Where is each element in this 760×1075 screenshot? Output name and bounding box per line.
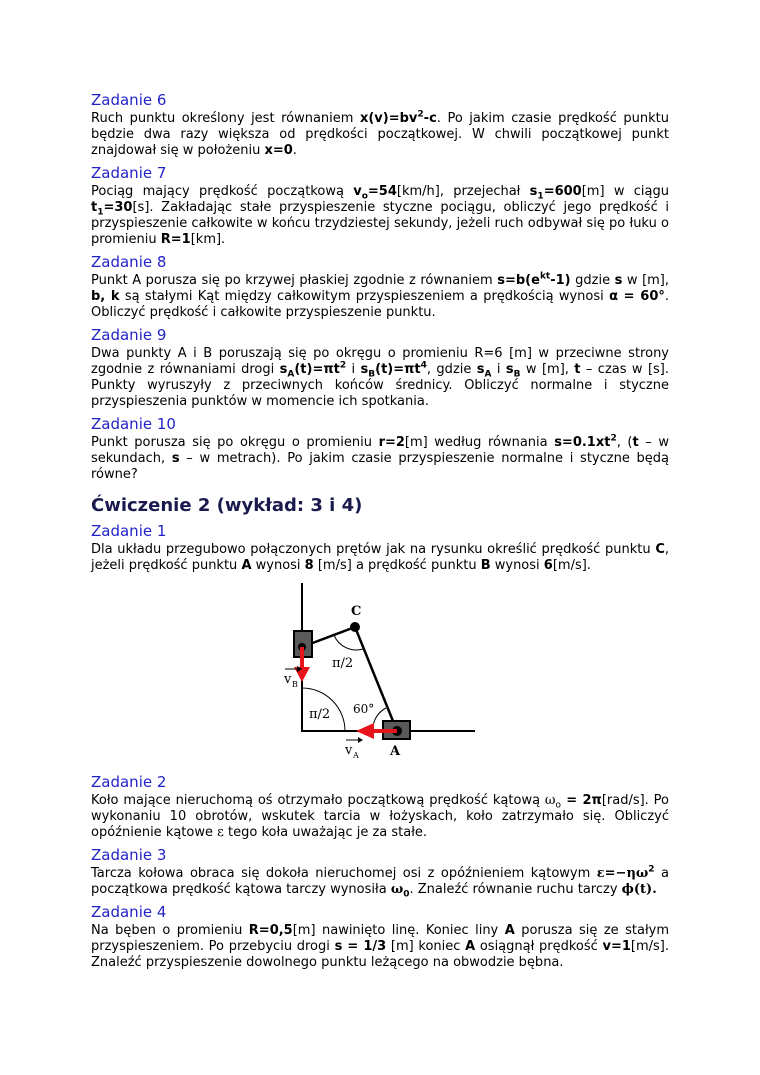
- text-run: =54: [367, 184, 397, 199]
- linkage-figure: [91, 578, 669, 768]
- problem-text: [91, 184, 669, 248]
- problem-10: [91, 415, 669, 483]
- problem-title: Zadanie 3: [91, 846, 167, 864]
- text-run: s: [476, 362, 485, 377]
- text-run: Dla układu przegubowo połączonych prętów jak na rysunku określić prędkość punktu: [91, 542, 656, 557]
- problem-b2: [91, 773, 669, 841]
- problem-6: [91, 91, 669, 159]
- text-run: i: [491, 362, 506, 377]
- text-run: A: [287, 369, 295, 380]
- text-run: 2: [610, 433, 617, 444]
- text-run: 8: [304, 558, 314, 573]
- text-run: ω: [544, 793, 556, 808]
- problem-text: [91, 435, 669, 483]
- text-run: α = 60°: [609, 289, 665, 304]
- text-run: t: [574, 362, 581, 377]
- text-run: Tarcza kołowa obraca się dokoła nieruchomej osi z opóźnieniem kątowym: [91, 866, 597, 881]
- text-run: 4: [420, 360, 427, 371]
- label-c: C: [351, 604, 362, 619]
- label-a: A: [390, 744, 401, 759]
- text-run: r=2: [378, 435, 405, 450]
- text-run: w [m],: [520, 362, 575, 377]
- text-run: B: [513, 369, 521, 380]
- text-run: w [m],: [622, 273, 670, 288]
- text-run: ε=−ηω: [596, 866, 649, 881]
- text-run: x(v)=bv: [359, 111, 418, 126]
- text-run: [km].: [190, 232, 226, 247]
- text-run: wynosi: [251, 558, 305, 573]
- text-run: ε: [217, 825, 224, 840]
- text-run: C: [655, 542, 665, 557]
- text-run: s: [171, 451, 180, 466]
- text-run: – w metrach). Po jakim czasie przyspieszenie normalne i styczne będą równe?: [91, 451, 669, 482]
- text-run: b, k: [91, 289, 120, 304]
- text-run: B: [368, 369, 376, 380]
- text-run: B: [480, 558, 491, 573]
- text-run: [km/h], przejechał: [396, 184, 530, 199]
- text-run: , jeżeli prędkość punktu: [91, 542, 669, 573]
- text-run: t: [91, 200, 98, 215]
- text-run: 6: [543, 558, 553, 573]
- problem-title: Zadanie 7: [91, 164, 167, 182]
- text-run: . Obliczyć prędkość i całkowite przyspieszenie punktu.: [91, 289, 670, 320]
- text-run: Dwa punkty A i B poruszają się po okręgu o promieniu R=6 [m] w przeciwne strony zgodnie z równaniami drogi: [91, 346, 669, 377]
- text-run: v: [353, 184, 362, 199]
- text-run: 2: [648, 864, 655, 875]
- text-run: tego koła uważając je za stałe.: [223, 825, 428, 840]
- text-run: s=0.1xt: [554, 435, 611, 450]
- text-run: porusza się ze stałym przyspieszeniem. Po przebyciu drogi: [91, 923, 669, 954]
- text-run: Na bęben o promieniu: [91, 923, 249, 938]
- text-run: R=0,5: [248, 923, 293, 938]
- label-angle-60: 60°: [353, 702, 375, 716]
- problem-title: Zadanie 1: [91, 522, 167, 540]
- label-angle-bottom: π/2: [309, 707, 331, 722]
- text-run: v=1: [602, 939, 631, 954]
- text-run: , gdzie: [426, 362, 477, 377]
- text-run: Punkt A porusza się po krzywej płaskiej zgodnie z równaniem: [91, 273, 498, 288]
- linkage-diagram: [91, 578, 669, 768]
- text-run: A: [504, 923, 515, 938]
- text-run: o: [555, 800, 562, 811]
- section-title: Ćwiczenie 2 (wykład: 3 i 4): [91, 495, 363, 516]
- text-run: i: [346, 362, 361, 377]
- text-run: 2: [417, 109, 424, 120]
- text-run: (t)=πt: [294, 362, 340, 377]
- problem-text: [91, 111, 669, 159]
- text-run: Koło mające nieruchomą oś otrzymało początkową prędkość kątową: [91, 793, 545, 808]
- problem-b4: [91, 903, 669, 971]
- text-run: Punkt porusza się po okręgu o promieniu: [91, 435, 379, 450]
- problem-7: [91, 164, 669, 248]
- joint-c: [350, 622, 360, 632]
- text-run: Ruch punktu określony jest równaniem: [91, 111, 360, 126]
- text-run: x=0: [264, 143, 293, 158]
- problem-9: [91, 326, 669, 410]
- text-run: [m/s].: [552, 558, 591, 573]
- text-run: -c: [423, 111, 437, 126]
- text-run: 1: [537, 191, 544, 202]
- label-vb-sub: B: [292, 680, 298, 689]
- problem-8: [91, 253, 669, 321]
- problem-text: [91, 346, 669, 410]
- problem-text: [91, 273, 669, 321]
- text-run: A: [484, 369, 492, 380]
- label-vb: v: [284, 672, 292, 687]
- problem-b3: [91, 846, 669, 898]
- text-run: wynosi: [490, 558, 544, 573]
- text-run: [m/s] a prędkość punktu: [313, 558, 481, 573]
- text-run: R=1: [160, 232, 191, 247]
- text-run: (t)=πt: [375, 362, 421, 377]
- problem-title: Zadanie 8: [91, 253, 167, 271]
- text-run: s=b(e: [497, 273, 540, 288]
- text-run: ω: [390, 882, 404, 897]
- text-run: ϕ(t).: [621, 882, 657, 897]
- va-vector-mark-head: [358, 737, 363, 743]
- text-run: =600: [543, 184, 582, 199]
- text-run: [m/s]. Znaleźć przyspieszenie dowolnego punktu leżącego na obwodzie bębna.: [91, 939, 669, 970]
- text-run: . Po jakim czasie prędkość punktu będzie dwa razy większa od prędkości początkowej. W chwili początkowej punkt znajdował się w położeniu: [91, 111, 669, 158]
- text-run: .: [292, 143, 297, 158]
- text-run: s: [529, 184, 538, 199]
- problem-title: Zadanie 4: [91, 903, 167, 921]
- text-run: = 2π: [561, 793, 602, 808]
- problem-text: [91, 923, 669, 971]
- problem-title: Zadanie 2: [91, 773, 167, 791]
- text-run: [m] według równania: [404, 435, 555, 450]
- text-run: – w sekundach,: [91, 435, 669, 466]
- problem-text: [91, 793, 669, 841]
- label-va-sub: A: [353, 751, 359, 760]
- text-run: 1: [97, 207, 104, 218]
- problem-title: Zadanie 6: [91, 91, 167, 109]
- problem-b1: [91, 522, 669, 574]
- text-run: s: [505, 362, 514, 377]
- text-run: – czas w [s]. Punkty wyruszyły z przeciwnych końców średnicy. Obliczyć normalne i styczne przyspieszenia punktów w momencie ich spotkania.: [91, 362, 669, 409]
- text-run: =30: [103, 200, 133, 215]
- text-run: osiągnął prędkość: [475, 939, 603, 954]
- problem-text: [91, 542, 669, 574]
- text-run: . Znaleźć równanie ruchu tarczy: [409, 882, 622, 897]
- text-run: [m] nawinięto linę. Koniec liny: [292, 923, 505, 938]
- text-run: s: [279, 362, 288, 377]
- text-run: [rad/s]. Po wykonaniu 10 obrotów, wskutek tarcia w łożyskach, koło zatrzymało się. Obliczyć opóźnienie kątowe: [91, 793, 670, 840]
- text-run: są stałymi Kąt między całkowitym przyspieszeniem a prędkością wynosi: [119, 289, 610, 304]
- text-run: A: [241, 558, 252, 573]
- text-run: o: [361, 191, 368, 202]
- text-run: s: [360, 362, 369, 377]
- text-run: A: [465, 939, 476, 954]
- text-run: 2: [339, 360, 347, 371]
- label-va: v: [345, 743, 353, 758]
- label-angle-top: π/2: [332, 656, 354, 671]
- document-page: [91, 86, 669, 971]
- text-run: t: [632, 435, 639, 450]
- text-run: [m] w ciągu: [581, 184, 669, 199]
- text-run: gdzie: [570, 273, 615, 288]
- text-run: s: [614, 273, 623, 288]
- text-run: [m] koniec: [386, 939, 466, 954]
- velocity-a-arrowhead: [356, 723, 374, 739]
- text-run: -1): [550, 273, 571, 288]
- text-run: s = 1/3: [334, 939, 387, 954]
- text-run: kt: [539, 271, 551, 282]
- problem-title: Zadanie 9: [91, 326, 167, 344]
- problem-text: [91, 866, 669, 898]
- problem-title: Zadanie 10: [91, 415, 176, 433]
- text-run: [s]. Zakładając stałe przyspieszenie styczne pociągu, obliczyć jego prędkość i przyspieszenie całkowite w końcu trzydziestej sekundy, jeżeli ruch odbywał się po łuku o promieniu: [91, 200, 669, 247]
- text-run: , (: [616, 435, 633, 450]
- text-run: Pociąg mający prędkość początkową: [91, 184, 354, 199]
- text-run: 0: [403, 889, 410, 900]
- text-run: a początkowa prędkość kątowa tarczy wynosiła: [91, 866, 669, 897]
